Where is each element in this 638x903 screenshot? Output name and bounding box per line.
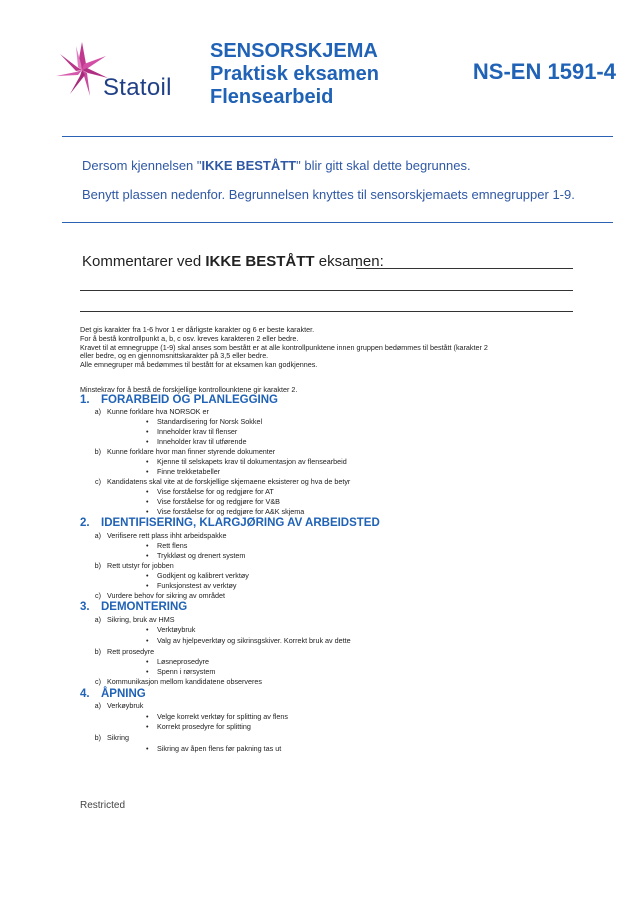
section-4-title: 4. ÅPNING xyxy=(80,688,146,700)
criterion-bullet: • Funksjonstest av verktøy xyxy=(146,581,237,590)
logo-wordmark: Statoil xyxy=(103,74,172,101)
criterion-2a: a) Verifisere rett plass ihht arbeidspakke xyxy=(94,531,227,540)
note-line: Kravet til at emnegruppe (1-9) skal anses som bestått er at alle kontrollpunktene innen gruppen bedømmes til bestått (karakter 2 xyxy=(80,342,488,352)
instruction-text: " blir gitt skal dette begrunnes. xyxy=(296,158,471,173)
minimum-requirement-note: Minstekrav for å bestå de forskjellige kontrollounktene gir karakter 2. xyxy=(80,385,298,394)
comment-line-2[interactable] xyxy=(80,290,573,291)
logo-star-ray-6 xyxy=(56,70,82,76)
title-line-1: SENSORSKJEMA xyxy=(210,40,378,62)
standard-code: NS-EN 1591-4 xyxy=(472,59,616,84)
instruction-text: Dersom kjennelsen " xyxy=(82,158,202,173)
comments-label-emphasis: IKKE BESTÅTT xyxy=(205,253,315,270)
criterion-bullet: • Vise forståelse for og redgjøre for A&K skjema xyxy=(146,507,305,516)
criterion-bullet: • Kjenne til selskapets krav til dokumentasjon av flensearbeid xyxy=(146,457,347,466)
criterion-4a: a) Verkøybruk xyxy=(94,701,144,710)
instruction-divider xyxy=(62,222,613,223)
criterion-bullet: • Vise forståelse for og redgjøre for V&B xyxy=(146,497,280,506)
note-line: eller bedre, og en gjennomsnittskarakter på 3,5 eller bedre. xyxy=(80,351,269,361)
criterion-bullet: • Spenn i rørsystem xyxy=(146,667,216,676)
note-line: Alle emnegruper må bedømmes til bestått for at eksamen kan godkjennes. xyxy=(80,360,318,370)
criterion-3b: b) Rett prosedyre xyxy=(94,647,155,656)
criterion-bullet: • Velge korrekt verktøy for splitting av flens xyxy=(146,712,289,721)
criterion-bullet: • Vise forståelse for og redgjøre for AT xyxy=(146,487,274,496)
criterion-bullet: • Verktøybruk xyxy=(146,625,196,634)
criterion-bullet: • Sikring av åpen flens før pakning tas ut xyxy=(146,744,282,753)
note-line: Det gis karakter fra 1-6 hvor 1 er dårligste karakter og 6 er beste karakter. xyxy=(80,325,315,334)
title-line-2: Praktisk eksamen xyxy=(210,63,380,85)
note-line: For å bestå kontrollpunkt a, b, c osv. kreves karakteren 2 eller bedre. xyxy=(80,333,299,343)
criterion-2c: c) Vurdere behov for sikring av området xyxy=(95,591,225,600)
instruction-line-1 xyxy=(82,158,471,173)
section-2-title: 2. IDENTIFISERING, KLARGJØRING AV ARBEIDSTED xyxy=(80,517,380,529)
criterion-3c: c) Kommunikasjon mellom kandidatene observeres xyxy=(95,677,263,686)
header-divider xyxy=(62,136,613,137)
criterion-bullet: • Løsneprosedyre xyxy=(146,657,209,666)
criterion-bullet: • Valg av hjelpeverktøy og sikrinsgskiver. Korrekt bruk av dette xyxy=(146,636,351,645)
criterion-1c: c) Kandidatens skal vite at de forskjellige skjemaene eksisterer og hva de betyr xyxy=(95,477,351,486)
section-3-title: 3. DEMONTERING xyxy=(80,601,188,613)
comment-line-3[interactable] xyxy=(80,311,573,312)
comment-line-1[interactable] xyxy=(356,268,573,269)
classification-label: Restricted xyxy=(80,800,126,811)
instruction-line-2: Benytt plassen nedenfor. Begrunnelsen knyttes til sensorskjemaets emnegrupper 1-9. xyxy=(82,187,575,202)
title-line-3: Flensearbeid xyxy=(210,86,334,108)
criterion-bullet: • Standardisering for Norsk Sokkel xyxy=(146,417,263,426)
criterion-4b: b) Sikring xyxy=(94,733,129,742)
criterion-bullet: • Finne trekketabeller xyxy=(146,467,221,476)
criterion-1a: a) Kunne forklare hva NORSOK er xyxy=(94,407,209,416)
comments-label-text: Kommentarer ved xyxy=(82,253,206,270)
form-title xyxy=(210,40,379,109)
criterion-bullet: • Inneholder krav til flenser xyxy=(146,427,238,436)
criterion-1b: b) Kunne forklare hvor man finner styrende dokumenter xyxy=(94,447,276,456)
criterion-bullet: • Rett flens xyxy=(146,541,188,550)
criterion-2b: b) Rett utstyr for jobben xyxy=(94,561,174,570)
criterion-bullet: • Inneholder krav til utførende xyxy=(146,437,247,446)
grading-notes xyxy=(80,326,580,370)
criterion-bullet: • Korrekt prosedyre for splitting xyxy=(146,722,251,731)
comments-label xyxy=(82,253,384,270)
comments-label-text: eksamen: xyxy=(314,253,384,270)
section-1-title: 1. FORARBEID OG PLANLEGGING xyxy=(80,394,278,406)
criterion-bullet: • Godkjent og kalibrert verktøy xyxy=(146,571,249,580)
instruction-emphasis: IKKE BESTÅTT xyxy=(201,158,297,173)
criterion-3a: a) Sikring, bruk av HMS xyxy=(94,615,175,624)
criterion-bullet: • Trykkløst og drenert system xyxy=(146,551,246,560)
